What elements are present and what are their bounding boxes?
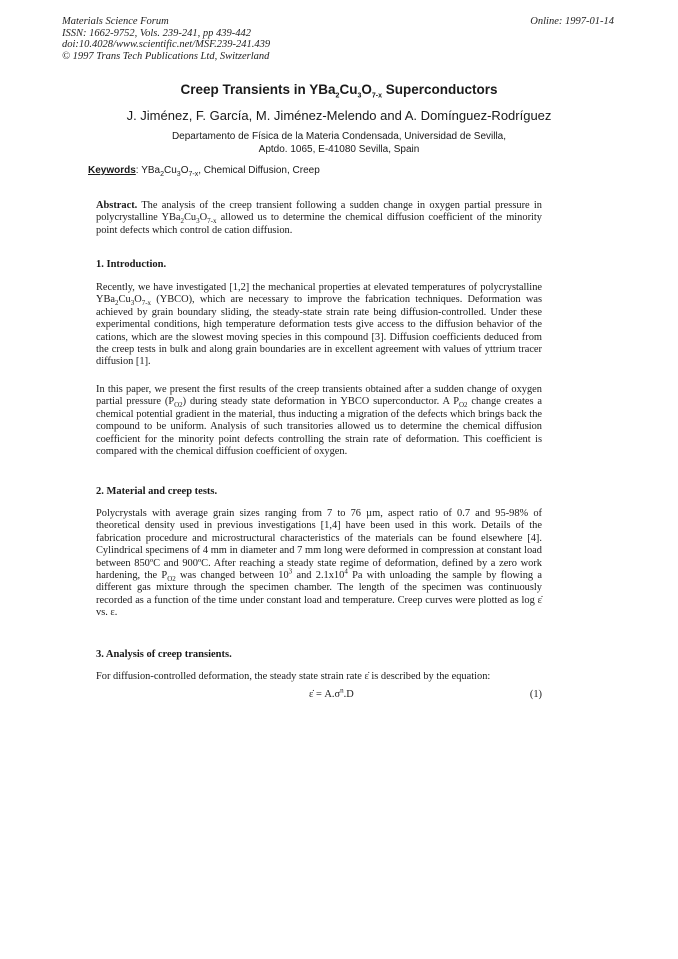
abstract-label: Abstract. [96,200,138,211]
issn-line: ISSN: 1662-9752, Vols. 239-241, pp 439-442 [62,27,251,39]
affiliation [0,130,678,156]
material-paragraph: Polycrystals with average grain sizes ranging from 7 to 76 µm, aspect ratio of 0.7 and 95-98% of theoretical density used in previous investigations [1,4] have been used in this work. Details of the fabrication procedure and microstructural characteristics of the materials can be found elsewhere [4]. Cylindrical specimens of 4 mm in diameter and 7 mm long were deformed in compression at constant load between 850ºC and 900ºC. After reaching a steady state regime of deformation, defined by a zero work hardening, the $P_{O2}$ was changed between $10^3$ and $2.1x10^4$ Pa with unloading the sample by flowing a different gas mixture through the specimen chamber. The length of the specimen was continuously recorded as a function of the time under constant load and temperature. Creep curves were plotted as log ε̇ vs. ε. [96,508,542,619]
keywords: Keywords: $YBa_2Cu_3O_{7-x}$, Chemical Diffusion, Creep [88,165,320,178]
analysis-paragraph: For diffusion-controlled deformation, the steady state strain rate ε̇ is described by the equation: [96,671,491,682]
doi-link[interactable]: doi:10.4028/www.scientific.net/MSF.239-241.439 [62,39,271,50]
section-heading-analysis: 3. Analysis of creep transients. [96,649,232,660]
equation-body: ε̇ = $A.\sigma^n.D$ [309,686,354,700]
abstract: Abstract. The analysis of the creep transient following a sudden change in oxygen partial pressure in polycrystalline $YBa_2Cu_3O_{7-x}$ allowed us to determine the chemical diffusion coefficient of the minority point defects which control de cation diffusion. [96,200,542,236]
paper-title: Creep Transients in $YBa_2Cu_3O_{7-x}$ Superconductors [180,82,498,100]
journal-header [62,16,270,62]
journal-name: Materials Science Forum [62,16,169,27]
section-heading-introduction: 1. Introduction. [96,259,167,270]
affiliation-line-1: Departamento de Física de la Materia Condensada, Universidad de Sevilla, [171,131,507,142]
affiliation-line-2: Aptdo. 1065, E-41080 Sevilla, Spain [258,144,420,155]
keywords-label: Keywords [88,165,136,176]
introduction-paragraph-2: In this paper, we present the first results of the creep transients obtained after a sudden change of oxygen partial pressure $(P_{O2})$ during steady state deformation in YBCO superconductor. A $P_{O2}$ change creates a chemical potential gradient in the material, thus inducting a migration of the defects which brings back the compound to be uniform. Analysis of such transitories allowed us to determine the chemical diffusion coefficient for the minority point defects controlling the strain rate of deformation. This coefficient is compared with the chemical diffusion coefficient of oxygen. [96,384,542,458]
introduction-paragraph-1: Recently, we have investigated [1,2] the mechanical properties at elevated temperatures of polycrystalline $YBa_2Cu_3O_{7-x}$ (YBCO), which are necessary to improve the fabrication techniques. Deformation was achieved by grain boundary sliding, the steady-state strain rate being diffusion-controlled. Under these experimental conditions, high temperature deformation tests give access to the diffusion behavior of the cations, which are the slowest moving species in this compound [3]. Diffusion coefficients deduced from the creep tests in bulk and along grain boundaries are in excellent agreement with values of yttrium tracer diffusion [1]. [96,282,542,368]
copyright-line: © 1997 Trans Tech Publications Ltd, Switzerland [62,50,270,62]
author-list: J. Jiménez, F. García, M. Jiménez-Melendo and A. Domínguez-Rodríguez [126,108,552,123]
online-date: Online: 1997-01-14 [530,16,614,27]
equation-number: (1) [529,689,542,700]
section-heading-material: 2. Material and creep tests. [96,486,218,497]
